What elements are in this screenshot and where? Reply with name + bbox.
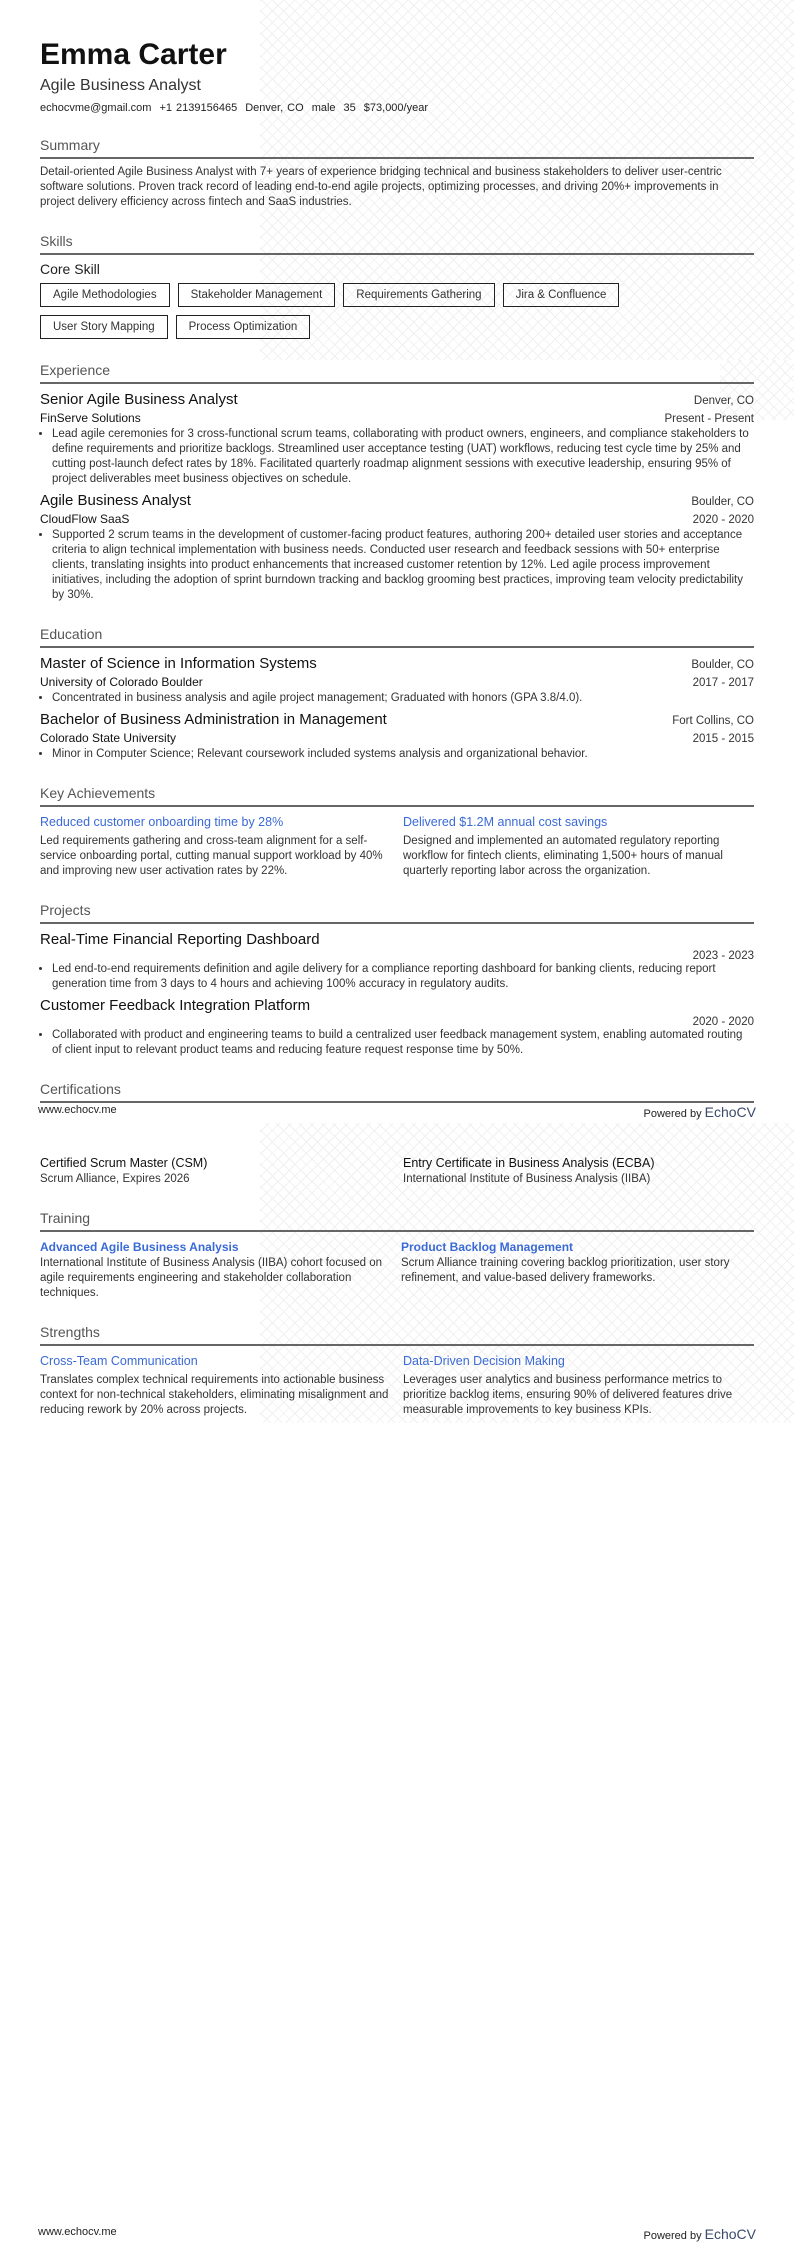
job-dates: 2020 - 2020	[692, 514, 754, 526]
gender: male	[311, 102, 336, 114]
certification-name: Entry Certificate in Business Analysis (ECBA)	[403, 1156, 655, 1170]
certification-name: Certified Scrum Master (CSM)	[40, 1156, 208, 1170]
achievements-section	[40, 784, 754, 879]
strength-title: Data-Driven Decision Making	[403, 1354, 565, 1368]
certifications-list	[40, 1155, 754, 1187]
certifications-section	[40, 1080, 754, 1103]
skill-tag: Agile Methodologies	[40, 283, 170, 307]
project-title: Real-Time Financial Reporting Dashboard	[40, 931, 320, 948]
education-dates: 2015 - 2015	[692, 733, 754, 745]
skill-tag: Process Optimization	[176, 315, 311, 339]
skill-tag: Requirements Gathering	[343, 283, 494, 307]
strength-text: Leverages user analytics and business performance metrics to prioritize backlog items, ensuring 90% of delivered features drive measurable improvements to key business KPIs.	[403, 1374, 733, 1416]
candidate-name: Emma Carter	[40, 38, 227, 71]
training-item	[401, 1238, 754, 1301]
strength-title: Cross-Team Communication	[40, 1354, 198, 1368]
experience-section	[40, 361, 754, 603]
strength-item	[403, 1352, 754, 1418]
certification-item	[40, 1155, 403, 1187]
project-dates: 2020 - 2020	[692, 1016, 754, 1028]
achievement-item	[403, 813, 754, 879]
school-location: Fort Collins, CO	[672, 715, 754, 727]
resume-page-1	[40, 38, 754, 1109]
school-location: Boulder, CO	[691, 659, 754, 671]
company-name: CloudFlow SaaS	[40, 512, 130, 526]
certification-issuer: Scrum Alliance, Expires 2026	[40, 1173, 190, 1185]
section-heading: Experience	[40, 361, 754, 384]
candidate-title: Agile Business Analyst	[40, 77, 201, 94]
salary: $73,000/year	[363, 102, 428, 114]
education-item	[40, 654, 754, 706]
project-item	[40, 996, 754, 1058]
skill-group-title: Core Skill	[40, 261, 100, 277]
footer-powered: Powered by	[643, 1108, 702, 1120]
phone: +1 2139156465	[159, 102, 238, 114]
job-location: Denver, CO	[693, 395, 754, 407]
contact-info	[40, 102, 754, 114]
company-name: FinServe Solutions	[40, 411, 141, 425]
degree: Master of Science in Information Systems	[40, 655, 317, 672]
degree: Bachelor of Business Administration in Management	[40, 711, 387, 728]
certification-item	[403, 1155, 754, 1187]
page-footer	[38, 1104, 756, 1120]
achievement-title: Reduced customer onboarding time by 28%	[40, 815, 284, 829]
summary-section	[40, 136, 754, 210]
footer-brand[interactable]: EchoCV	[704, 1104, 756, 1120]
training-section	[40, 1209, 754, 1301]
footer-url[interactable]: www.echocv.me	[38, 2226, 117, 2238]
footer-powered: Powered by	[643, 2230, 702, 2242]
experience-item	[40, 491, 754, 603]
section-heading: Education	[40, 625, 754, 648]
summary-text: Detail-oriented Agile Business Analyst with 7+ years of experience bridging technical and business stakeholders to deliver user-centric software solutions. Proven track record of leading end-to-end agile projects, optimizing processes, and driving 20%+ improvements in project delivery efficiency across fintech and SaaS industries.	[40, 166, 722, 208]
education-item	[40, 710, 754, 762]
education-bullet: • Concentrated in business analysis and agile project management; Graduated with honors (GPA 3.8/4.0).	[52, 691, 754, 706]
section-heading: Training	[40, 1209, 754, 1232]
achievement-title: Delivered $1.2M annual cost savings	[403, 815, 608, 829]
section-heading: Summary	[40, 136, 754, 159]
training-text: International Institute of Business Analysis (IIBA) cohort focused on agile requirements engineering and stakeholder collaboration techniques.	[40, 1257, 382, 1299]
school-name: University of Colorado Boulder	[40, 675, 203, 689]
section-heading: Strengths	[40, 1323, 754, 1346]
email[interactable]: echocvme@gmail.com	[40, 102, 152, 114]
section-heading: Certifications	[40, 1080, 754, 1103]
skill-tag: Jira & Confluence	[503, 283, 620, 307]
training-title: Advanced Agile Business Analysis	[40, 1240, 239, 1254]
project-bullet: • Led end-to-end requirements definition and agile delivery for a compliance reporting dashboard for banking clients, reducing report generation time from 3 days to 4 hours and achieving 100% accuracy in regulatory audits.	[52, 962, 754, 992]
project-item	[40, 930, 754, 992]
project-title: Customer Feedback Integration Platform	[40, 997, 311, 1014]
footer-brand[interactable]: EchoCV	[704, 2226, 756, 2242]
achievement-text: Designed and implemented an automated regulatory reporting workflow for fintech clients, eliminating 1,500+ hours of manual quarterly reporting labor across the organization.	[403, 835, 723, 877]
age: 35	[343, 102, 356, 114]
section-heading: Projects	[40, 901, 754, 924]
skill-tag: User Story Mapping	[40, 315, 168, 339]
section-heading: Key Achievements	[40, 784, 754, 807]
job-dates: Present - Present	[664, 413, 754, 425]
job-title: Agile Business Analyst	[40, 492, 191, 509]
skill-tag: Stakeholder Management	[178, 283, 336, 307]
education-section	[40, 625, 754, 762]
job-title: Senior Agile Business Analyst	[40, 391, 238, 408]
resume-page-2	[40, 1155, 754, 1418]
project-bullet: • Collaborated with product and engineering teams to build a centralized user feedback management system, enabling automated routing of client input to relevant product teams and reducing feature request response time by 50%.	[52, 1028, 754, 1058]
education-dates: 2017 - 2017	[692, 677, 754, 689]
project-dates: 2023 - 2023	[692, 950, 754, 962]
school-name: Colorado State University	[40, 731, 177, 745]
strength-text: Translates complex technical requirements into actionable business context for non-technical stakeholders, eliminating misalignment and reducing rework by 20% across projects.	[40, 1374, 389, 1416]
training-item	[40, 1238, 401, 1301]
skills-section	[40, 232, 754, 339]
achievement-text: Led requirements gathering and cross-team alignment for a self-service onboarding portal, cutting manual support workload by 40% and improving new user activation rates by 22%.	[40, 835, 383, 877]
job-bullet: • Lead agile ceremonies for 3 cross-functional scrum teams, collaborating with product owners, engineers, and compliance stakeholders to define requirements and prioritize backlogs. Streamlined user acceptance testing (UAT) workflows, reducing test cycle time by 25% and cutting post-launch defect rates by 18%. Facilitated quarterly roadmap alignment sessions with executive leadership, ensuring 95% of project deliverables meet business objectives on schedule.	[52, 427, 754, 487]
projects-section	[40, 901, 754, 1058]
strength-item	[40, 1352, 403, 1418]
section-heading: Skills	[40, 232, 754, 255]
job-location: Boulder, CO	[691, 496, 754, 508]
training-title: Product Backlog Management	[401, 1240, 574, 1254]
training-text: Scrum Alliance training covering backlog prioritization, user story refinement, and value-based delivery frameworks.	[401, 1257, 730, 1284]
job-bullet: • Supported 2 scrum teams in the development of customer-facing product features, authoring 200+ detailed user stories and acceptance criteria to align technical implementation with business needs. Conducted user research and feedback sessions with 50+ enterprise clients, translating insights into product enhancements that increased customer retention by 12%. Led agile process improvement initiatives, including the adoption of sprint burndown tracking and backlog grooming best practices, improving team velocity predictability by 30%.	[52, 528, 754, 603]
location: Denver, CO	[245, 102, 304, 114]
page-footer	[38, 2226, 756, 2242]
achievement-item	[40, 813, 403, 879]
education-bullet: • Minor in Computer Science; Relevant coursework included systems analysis and organizational behavior.	[52, 747, 754, 762]
footer-url[interactable]: www.echocv.me	[38, 1104, 117, 1116]
certification-issuer: International Institute of Business Analysis (IIBA)	[403, 1173, 651, 1185]
strengths-section	[40, 1323, 754, 1418]
experience-item	[40, 390, 754, 487]
